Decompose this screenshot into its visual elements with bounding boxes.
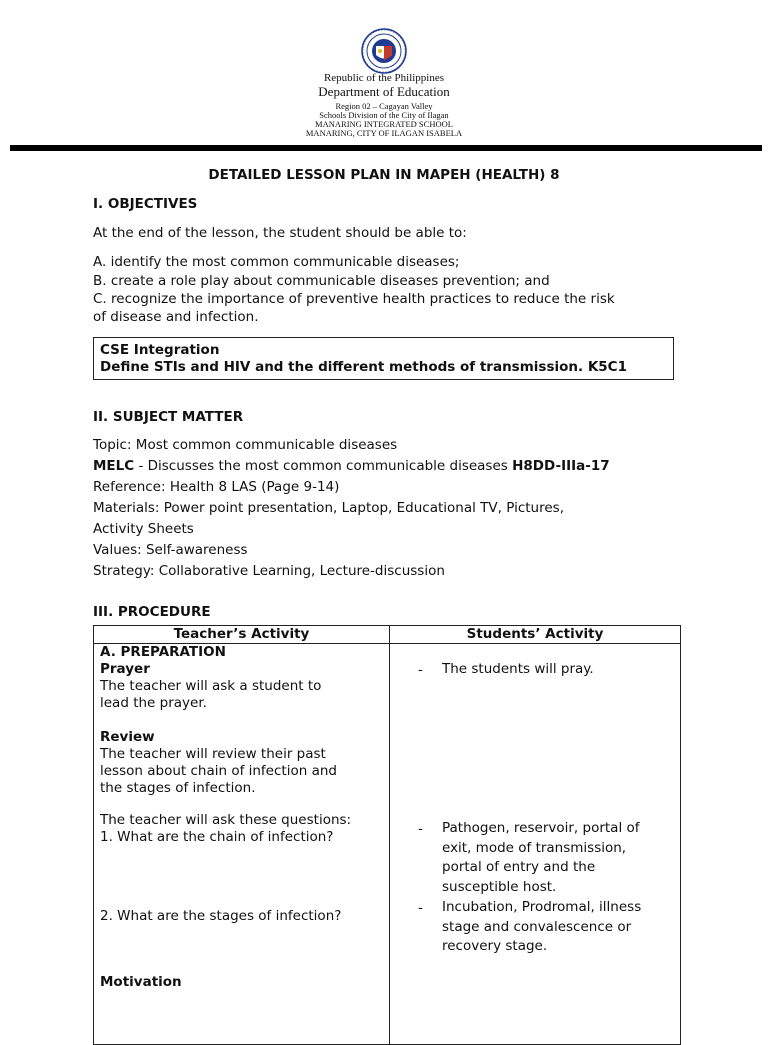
teacher-activity-header: Teacher’s Activity	[94, 626, 390, 644]
region-name: Region 02 – Cagayan Valley	[335, 101, 433, 111]
topic-line: Topic: Most common communicable diseases	[93, 437, 398, 453]
values-line: Values: Self-awareness	[93, 542, 248, 558]
student-answer-2-line1: Incubation, Prodromal, illness	[442, 899, 642, 915]
materials-line2: Activity Sheets	[93, 521, 194, 537]
review-text-line2: lesson about chain of infection and	[100, 763, 337, 779]
objectives-heading: I. OBJECTIVES	[93, 196, 198, 212]
page-title: DETAILED LESSON PLAN IN MAPEH (HEALTH) 8	[208, 167, 560, 183]
student-answer-1-line2: exit, mode of transmission,	[442, 839, 627, 856]
melc-label: MELC	[93, 458, 135, 474]
cse-text: Define STIs and HIV and the different methods of transmission. K5C1	[100, 359, 627, 375]
table-row	[94, 644, 681, 1045]
objective-c-line2: of disease and infection.	[93, 309, 259, 325]
objectives-intro: At the end of the lesson, the student should be able to:	[93, 225, 467, 241]
question-1: 1. What are the chain of infection?	[100, 829, 334, 845]
student-answer-pray: The students will pray.	[442, 661, 594, 677]
cse-title: CSE Integration	[100, 342, 220, 358]
review-heading: Review	[100, 729, 155, 745]
prayer-text-line1: The teacher will ask a student to	[100, 678, 322, 694]
materials-line1: Materials: Power point presentation, Laptop, Educational TV, Pictures,	[93, 500, 564, 516]
student-answer-2-line3: recovery stage.	[442, 938, 548, 954]
division-name: Schools Division of the City of Ilagan	[319, 110, 449, 120]
teacher-activity-cell	[94, 644, 390, 1045]
cse-integration-box	[93, 337, 674, 380]
students-activity-header: Students’ Activity	[390, 626, 681, 644]
questions-intro: The teacher will ask these questions:	[100, 812, 352, 828]
school-name: MANARING INTEGRATED SCHOOL	[315, 119, 453, 129]
department-name: Department of Education	[318, 84, 450, 99]
objective-a: A. identify the most common communicable diseases;	[93, 254, 460, 270]
deped-seal	[361, 28, 407, 74]
motivation-heading: Motivation	[100, 974, 182, 990]
student-answer-1-line4: susceptible host.	[442, 878, 557, 895]
table-header-row	[94, 626, 681, 644]
question-2: 2. What are the stages of infection?	[100, 908, 342, 924]
school-address: MANARING, CITY OF ILAGAN ISABELA	[305, 128, 463, 138]
student-answer-2-line2: stage and convalescence or	[442, 918, 632, 935]
subject-matter-heading: II. SUBJECT MATTER	[93, 409, 244, 425]
strategy-line: Strategy: Collaborative Learning, Lecture-discussion	[93, 563, 445, 579]
melc-line	[93, 457, 610, 475]
objective-b: B. create a role play about communicable diseases prevention; and	[93, 273, 550, 289]
prayer-text-line2: lead the prayer.	[100, 695, 207, 711]
country-name: Republic of the Philippines	[323, 72, 445, 84]
bullet-dash: -	[418, 662, 423, 678]
bullet-dash: -	[418, 821, 423, 837]
header-divider	[10, 145, 762, 151]
objective-c-line1: C. recognize the importance of preventive health practices to reduce the risk	[93, 291, 615, 307]
prayer-heading: Prayer	[100, 661, 150, 677]
review-text-line1: The teacher will review their past	[100, 746, 326, 762]
melc-code: H8DD-IIIa-17	[512, 458, 610, 474]
bullet-dash: -	[418, 900, 423, 916]
student-answer-1-line1: Pathogen, reservoir, portal of	[442, 820, 640, 836]
review-text-line3: the stages of infection.	[100, 780, 256, 796]
student-answer-1-line3: portal of entry and the	[442, 859, 596, 875]
preparation-heading: A. PREPARATION	[100, 644, 226, 660]
melc-text: - Discusses the most common communicable diseases	[134, 458, 513, 474]
procedure-heading: III. PROCEDURE	[93, 604, 211, 620]
reference-line: Reference: Health 8 LAS (Page 9-14)	[93, 479, 340, 495]
procedure-table	[93, 625, 681, 1045]
students-activity-cell	[390, 644, 681, 1045]
